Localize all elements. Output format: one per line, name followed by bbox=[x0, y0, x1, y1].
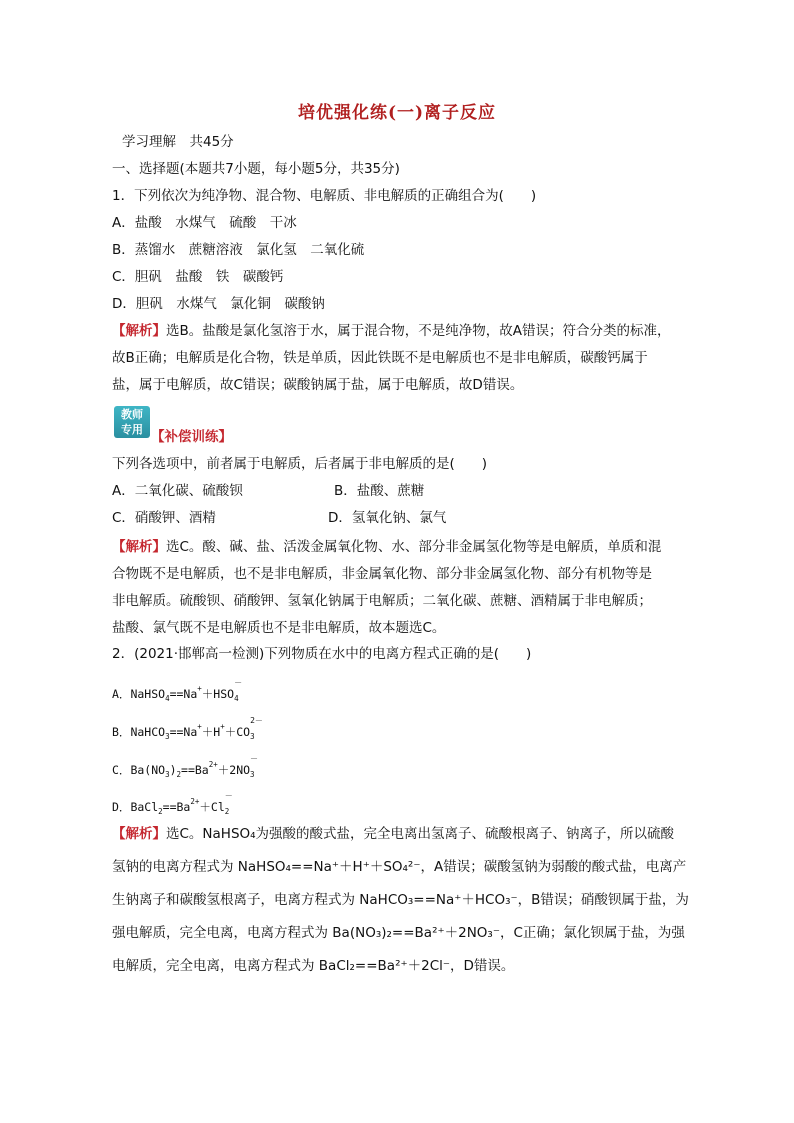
formula-part: ==Ba bbox=[162, 800, 191, 814]
supplement-analysis bbox=[112, 534, 690, 642]
formula-part: NaHSO bbox=[130, 687, 166, 701]
q2-analysis-line: 电解质，完全电离，电离方程式为 BaCl₂==Ba²⁺＋2Cl⁻，D错误。 bbox=[112, 958, 515, 974]
supplement-stem: 下列各选项中，前者属于电解质，后者属于非电解质的是( ) bbox=[112, 456, 488, 472]
q2-analysis-line: 选C。NaHSO₄为强酸的酸式盐，完全电离出氢离子、硫酸根离子、钠离子，所以硫酸 bbox=[166, 826, 675, 842]
formula-part: ＋Cl bbox=[199, 800, 225, 814]
subscript: 3 bbox=[165, 732, 170, 741]
q1-analysis-tag: 【解析】 bbox=[112, 323, 166, 339]
subscript: 2 bbox=[224, 807, 230, 816]
formula-part: ) bbox=[169, 763, 177, 777]
formula-part: ＋2NO bbox=[217, 763, 251, 777]
part1-header: 一、选择题(本题共7小题，每小题5分，共35分) bbox=[112, 161, 400, 177]
subscript: 3 bbox=[165, 770, 170, 779]
supplement-analysis-line: 合物既不是电解质，也不是非电解质，非金属氧化物、部分非金属氢化物、部分有机物等是 bbox=[112, 566, 652, 582]
q2-analysis bbox=[112, 818, 690, 983]
supplement-analysis-tag: 【解析】 bbox=[112, 539, 166, 555]
q2-option-a bbox=[112, 678, 243, 709]
formula-part: NaHCO bbox=[130, 725, 166, 739]
formula-part: BaCl bbox=[130, 800, 159, 814]
option-label: C． bbox=[112, 763, 131, 777]
q2-analysis-tag: 【解析】 bbox=[112, 826, 166, 842]
page-title: 培优强化练(一)离子反应 bbox=[297, 103, 497, 123]
supplement-label: 【补偿训练】 bbox=[151, 429, 232, 445]
superscript: － bbox=[224, 791, 233, 800]
option-label: A． bbox=[112, 687, 131, 701]
supplement-analysis-line: 盐酸、氯气既不是电解质也不是非电解质，故本题选C。 bbox=[112, 620, 446, 636]
teacher-only-badge bbox=[114, 406, 150, 438]
subscript: 4 bbox=[234, 694, 239, 703]
superscript: 2+ bbox=[190, 797, 200, 806]
q1-option-b: B．蒸馏水 蔗糖溶液 氯化氢 二氧化硫 bbox=[112, 242, 365, 258]
subscript: 3 bbox=[250, 770, 255, 779]
superscript: － bbox=[250, 754, 259, 763]
superscript: + bbox=[197, 684, 202, 693]
subscript: 2 bbox=[176, 770, 182, 779]
q1-option-a: A．盐酸 水煤气 硫酸 干冰 bbox=[112, 215, 297, 231]
q1-option-c: C．胆矾 盐酸 铁 碳酸钙 bbox=[112, 269, 284, 285]
q2-analysis-line: 强电解质，完全电离，电离方程式为 Ba(NO₃)₂==Ba²⁺＋2NO₃⁻，C正确；氯化钡属于盐，为强 bbox=[112, 925, 685, 941]
q1-analysis-line: 故B正确；电解质是化合物，铁是单质，因此铁既不是电解质也不是非电解质，碳酸钙属于 bbox=[112, 350, 648, 366]
formula-part: ＋HSO bbox=[201, 687, 235, 701]
q1-analysis-line: 盐，属于电解质，故C错误；碳酸钠属于盐，属于电解质，故D错误。 bbox=[112, 377, 524, 393]
option-label: D． bbox=[112, 800, 131, 814]
q1-stem: 1．下列依次为纯净物、混合物、电解质、非电解质的正确组合为( ) bbox=[112, 188, 537, 204]
formula-part: Ba(NO bbox=[130, 763, 166, 777]
q2-stem: 2．(2021·邯郸高一检测)下列物质在水中的电离方程式正确的是( ) bbox=[112, 646, 532, 662]
formula-part: ==Ba bbox=[181, 763, 209, 777]
formula-part: ＋CO bbox=[224, 725, 251, 739]
superscript: － bbox=[234, 678, 243, 687]
supplement-analysis-line: 非电解质。硫酸钡、硝酸钾、氢氧化钠属于电解质；二氧化碳、蔗糖、酒精属于非电解质； bbox=[112, 593, 652, 609]
badge-line1: 教师 bbox=[121, 408, 143, 421]
formula-part: ==Na bbox=[169, 687, 198, 701]
supplement-analysis-line: 选C。酸、碱、盐、活泼金属氧化物、水、部分非金属氢化物等是电解质，单质和混 bbox=[166, 539, 662, 555]
q2-option-b bbox=[112, 716, 263, 747]
superscript: 2+ bbox=[208, 760, 218, 769]
supplement-option-a: A．二氧化碳、硫酸钡 bbox=[112, 483, 243, 499]
option-label: B． bbox=[112, 725, 131, 739]
badge-line2: 专用 bbox=[121, 423, 143, 436]
q1-option-d: D．胆矾 水煤气 氯化铜 碳酸钠 bbox=[112, 296, 325, 312]
subscript: 3 bbox=[250, 732, 255, 741]
supplement-option-b: B．盐酸、蔗糖 bbox=[334, 483, 425, 499]
formula-part: ＋H bbox=[201, 725, 221, 739]
q1-analysis bbox=[112, 318, 690, 399]
section-header: 学习理解 共45分 bbox=[122, 134, 234, 150]
q1-analysis-line: 选B。盐酸是氯化氢溶于水，属于混合物，不是纯净物，故A错误；符合分类的标准， bbox=[166, 323, 671, 339]
superscript: + bbox=[220, 722, 225, 731]
q2-option-c bbox=[112, 754, 259, 785]
superscript: + bbox=[197, 722, 202, 731]
subscript: 4 bbox=[165, 694, 170, 703]
supplement-option-d: D．氢氧化钠、氯气 bbox=[328, 510, 447, 526]
q2-analysis-line: 氢钠的电离方程式为 NaHSO₄==Na⁺＋H⁺＋SO₄²⁻，A错误；碳酸氢钠为弱酸的酸式盐，电离产 bbox=[112, 859, 687, 875]
formula-part: ==Na bbox=[169, 725, 198, 739]
q2-analysis-line: 生钠离子和碳酸氢根离子，电离方程式为 NaHCO₃==Na⁺＋HCO₃⁻，B错误；硝酸钡属于盐，为 bbox=[112, 892, 689, 908]
subscript: 2 bbox=[158, 807, 163, 816]
superscript: 2－ bbox=[250, 716, 263, 725]
supplement-option-c: C．硝酸钾、酒精 bbox=[112, 510, 216, 526]
